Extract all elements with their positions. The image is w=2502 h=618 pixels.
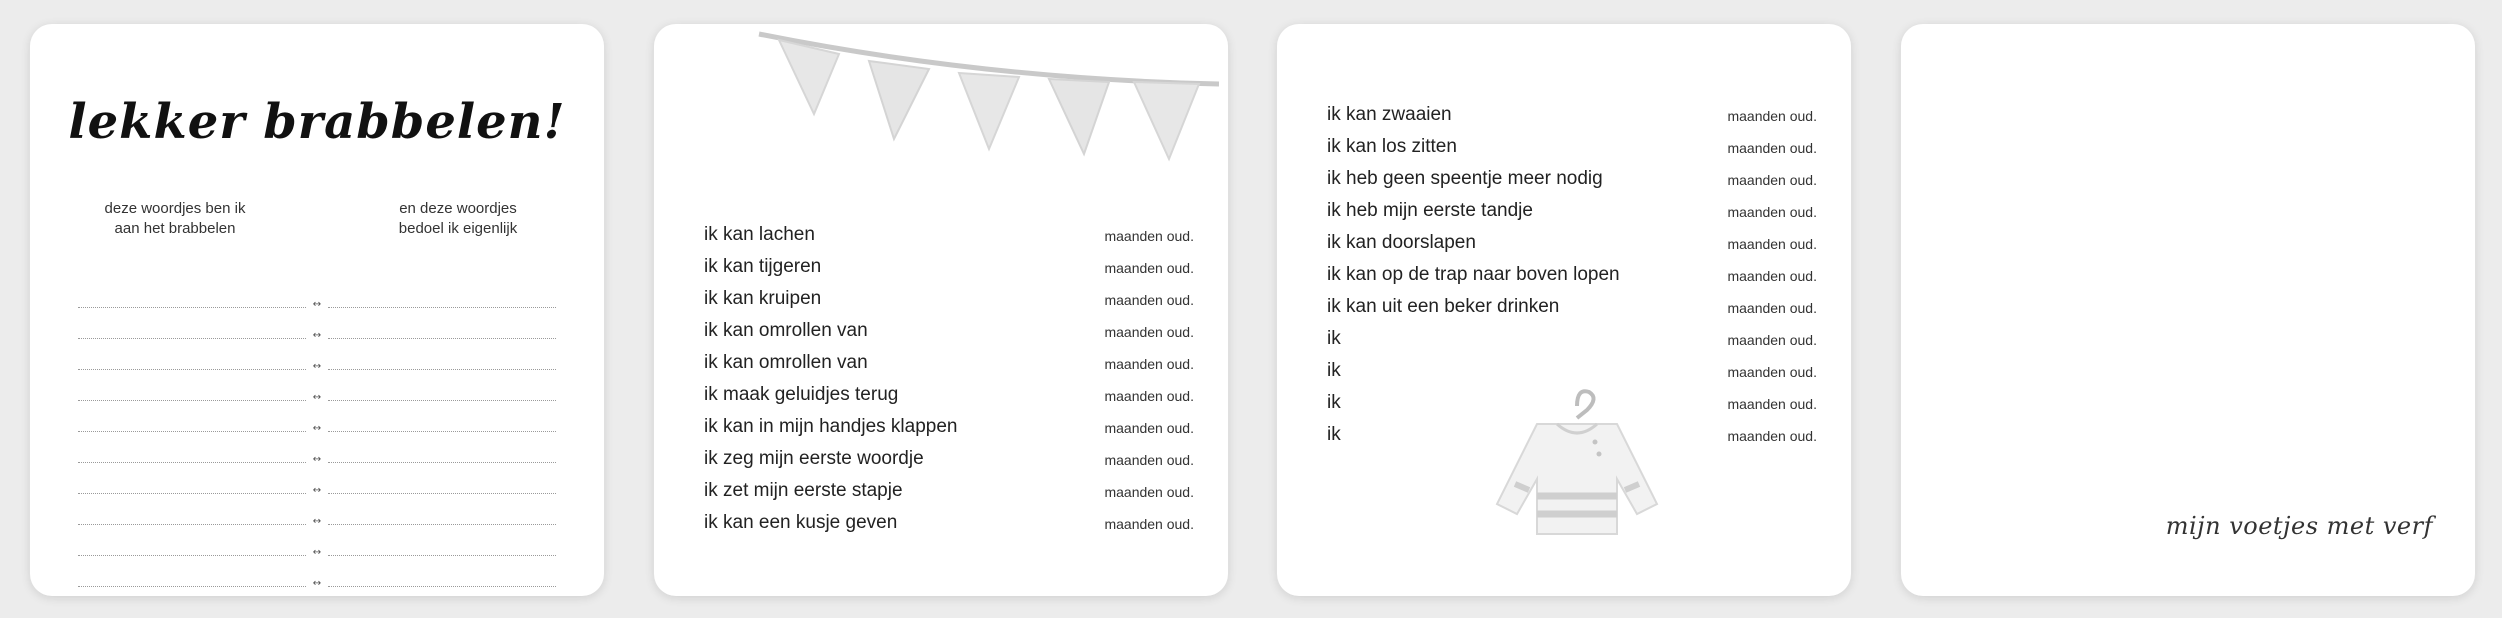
double-arrow-icon: ↔ — [312, 330, 322, 341]
months-old-suffix: maanden oud. — [1727, 428, 1817, 444]
word-entry-row — [78, 292, 556, 323]
meaning-word-line — [328, 586, 556, 587]
bunting-flags-icon — [754, 24, 1224, 184]
word-entry-row — [78, 540, 556, 571]
months-old-suffix: maanden oud. — [1104, 228, 1194, 244]
right-column-header — [358, 199, 558, 239]
milestone-row — [1327, 132, 1817, 164]
milestone-row — [704, 284, 1194, 316]
milestone-label: ik kan op de trap naar boven lopen — [1327, 264, 1620, 285]
milestone-label: ik — [1327, 328, 1341, 349]
milestone-label: ik kan uit een beker drinken — [1327, 296, 1560, 317]
months-old-suffix: maanden oud. — [1104, 452, 1194, 468]
milestone-label: ik kan kruipen — [704, 288, 822, 309]
meaning-word-line — [328, 338, 556, 339]
months-old-suffix: maanden oud. — [1727, 268, 1817, 284]
months-old-suffix: maanden oud. — [1727, 364, 1817, 380]
milestone-row — [704, 220, 1194, 252]
double-arrow-icon: ↔ — [312, 485, 322, 496]
babble-word-line — [78, 462, 306, 463]
page-card-milestones-1 — [654, 24, 1228, 596]
months-old-suffix: maanden oud. — [1727, 204, 1817, 220]
milestone-label: ik kan in mijn handjes klappen — [704, 416, 958, 437]
double-arrow-icon: ↔ — [312, 392, 322, 403]
double-arrow-icon: ↔ — [312, 516, 322, 527]
months-old-suffix: maanden oud. — [1727, 108, 1817, 124]
milestone-label: ik kan doorslapen — [1327, 232, 1476, 253]
left-column-header — [75, 199, 275, 239]
word-entry-row — [78, 354, 556, 385]
word-entry-row — [78, 509, 556, 540]
page-card-milestones-2 — [1277, 24, 1851, 596]
milestone-row — [704, 252, 1194, 284]
meaning-word-line — [328, 462, 556, 463]
months-old-suffix: maanden oud. — [1727, 332, 1817, 348]
page-card-footprints — [1901, 24, 2475, 596]
babble-word-line — [78, 555, 306, 556]
milestone-label: ik kan tijgeren — [704, 256, 822, 277]
milestone-row — [1327, 228, 1817, 260]
months-old-suffix: maanden oud. — [1104, 292, 1194, 308]
meaning-word-line — [328, 369, 556, 370]
word-entry-row — [78, 478, 556, 509]
double-arrow-icon: ↔ — [312, 578, 322, 589]
months-old-suffix: maanden oud. — [1727, 300, 1817, 316]
months-old-suffix: maanden oud. — [1104, 356, 1194, 372]
page-card-brabbelen — [30, 24, 604, 596]
double-arrow-icon: ↔ — [312, 454, 322, 465]
babble-word-line — [78, 493, 306, 494]
milestone-row — [704, 348, 1194, 380]
milestone-label: ik kan een kusje geven — [704, 512, 898, 533]
milestone-label: ik — [1327, 360, 1341, 381]
milestone-row — [704, 508, 1194, 540]
babble-word-line — [78, 369, 306, 370]
milestone-row — [704, 476, 1194, 508]
months-old-suffix: maanden oud. — [1727, 396, 1817, 412]
months-old-suffix: maanden oud. — [1104, 260, 1194, 276]
babble-word-line — [78, 524, 306, 525]
milestone-label: ik zeg mijn eerste woordje — [704, 448, 924, 469]
milestone-row — [704, 412, 1194, 444]
months-old-suffix: maanden oud. — [1104, 420, 1194, 436]
months-old-suffix: maanden oud. — [1727, 236, 1817, 252]
babble-word-line — [78, 431, 306, 432]
word-entry-row — [78, 447, 556, 478]
milestone-label: ik zet mijn eerste stapje — [704, 480, 903, 501]
meaning-word-line — [328, 555, 556, 556]
double-arrow-icon: ↔ — [312, 547, 322, 558]
milestone-row — [1327, 260, 1817, 292]
left-header-line-1: deze woordjes ben ik — [104, 200, 246, 217]
word-entry-row — [78, 416, 556, 447]
months-old-suffix: maanden oud. — [1727, 140, 1817, 156]
milestone-row — [704, 380, 1194, 412]
babble-word-line — [78, 338, 306, 339]
right-header-line-2: bedoel ik eigenlijk — [398, 220, 518, 237]
meaning-word-line — [328, 431, 556, 432]
sweater-on-hanger-icon — [1477, 384, 1667, 544]
right-header-line-1: en deze woordjes — [399, 200, 517, 217]
milestone-label: ik kan omrollen van — [704, 352, 868, 373]
milestone-label: ik maak geluidjes terug — [704, 384, 899, 405]
milestone-row — [1327, 324, 1817, 356]
babble-word-line — [78, 400, 306, 401]
left-header-line-2: aan het brabbelen — [114, 220, 236, 237]
word-entry-row — [78, 385, 556, 416]
months-old-suffix: maanden oud. — [1104, 324, 1194, 340]
meaning-word-line — [328, 524, 556, 525]
milestone-label: ik — [1327, 392, 1341, 413]
milestone-label: ik — [1327, 424, 1341, 445]
word-entry-row — [78, 323, 556, 354]
milestone-row — [704, 316, 1194, 348]
milestone-row — [1327, 292, 1817, 324]
babble-word-line — [78, 586, 306, 587]
babble-word-line — [78, 307, 306, 308]
meaning-word-line — [328, 493, 556, 494]
double-arrow-icon: ↔ — [312, 299, 322, 310]
months-old-suffix: maanden oud. — [1727, 172, 1817, 188]
double-arrow-icon: ↔ — [312, 361, 322, 372]
word-entry-row — [78, 571, 556, 596]
page-title: lekker brabbelen! — [68, 94, 566, 150]
milestone-label: ik kan zwaaien — [1327, 104, 1452, 125]
milestone-list — [704, 220, 1194, 540]
word-entry-lines — [78, 292, 556, 596]
milestone-row — [1327, 164, 1817, 196]
milestone-label: ik heb geen speentje meer nodig — [1327, 168, 1603, 189]
milestone-row — [704, 444, 1194, 476]
footprints-caption: mijn voetjes met verf — [2165, 512, 2433, 540]
milestone-row — [1327, 196, 1817, 228]
months-old-suffix: maanden oud. — [1104, 484, 1194, 500]
months-old-suffix: maanden oud. — [1104, 388, 1194, 404]
milestone-label: ik kan omrollen van — [704, 320, 868, 341]
milestone-label: ik heb mijn eerste tandje — [1327, 200, 1533, 221]
meaning-word-line — [328, 307, 556, 308]
months-old-suffix: maanden oud. — [1104, 516, 1194, 532]
milestone-label: ik kan los zitten — [1327, 136, 1457, 157]
meaning-word-line — [328, 400, 556, 401]
milestone-row — [1327, 100, 1817, 132]
double-arrow-icon: ↔ — [312, 423, 322, 434]
milestone-label: ik kan lachen — [704, 224, 815, 245]
